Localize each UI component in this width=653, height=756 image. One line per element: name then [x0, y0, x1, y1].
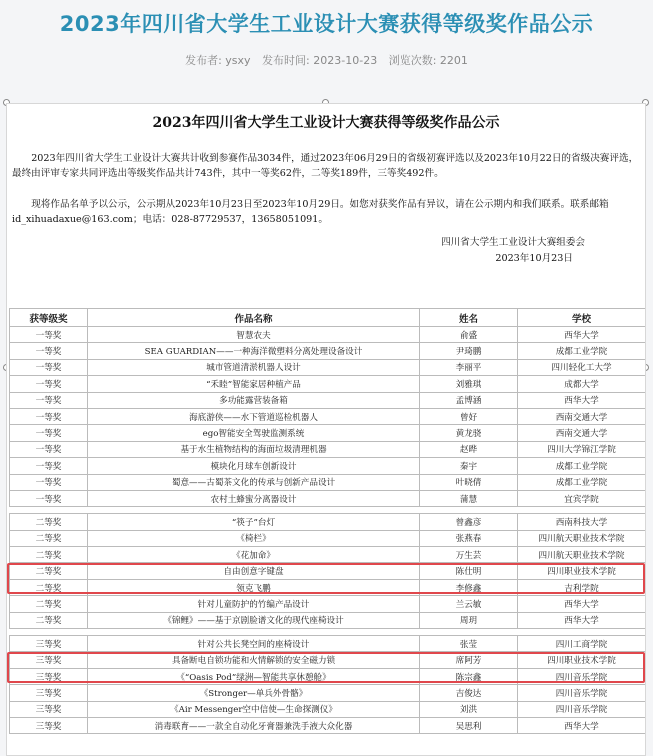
cell-school: 成都工业学院	[518, 458, 646, 474]
cell-work: 针对儿童防护的竹编产品设计	[88, 596, 420, 612]
cell-name: 孟博涵	[420, 392, 518, 408]
cell-work: 《“Oasis Pod”绿洲—智能共享休憩舱》	[88, 668, 420, 684]
group-gap	[10, 629, 646, 636]
cell-school: 四川音乐学院	[518, 668, 646, 684]
table-row	[10, 359, 646, 375]
table-row	[10, 668, 646, 684]
notice-paragraph: 现将作品名单予以公示，公示期从2023年10月23日至2023年10月29日。如您对获奖作品有异议，请在公示期内和我们联系。联系邮箱id_xihuadaxue@163.com；电话：028-87729537，13658051091。	[12, 199, 609, 225]
cell-work: 模块化月球车创新设计	[88, 458, 420, 474]
cell-level: 一等奖	[10, 441, 88, 457]
cell-work: “禾睦”智能家居种植产品	[88, 376, 420, 392]
cell-name: 兰云敏	[420, 596, 518, 612]
cell-level: 一等奖	[10, 408, 88, 424]
cell-work: “筷子”台灯	[88, 514, 420, 530]
col-header-level: 获等级奖	[10, 309, 88, 327]
cell-school: 成都工业学院	[518, 343, 646, 359]
cell-work: ego智能安全驾驶监测系统	[88, 425, 420, 441]
col-header-work: 作品名称	[88, 309, 420, 327]
cell-school: 西南科技大学	[518, 514, 646, 530]
cell-school: 西华大学	[518, 717, 646, 733]
award-table	[9, 308, 646, 734]
table-row	[10, 490, 646, 506]
cell-work: 《花加命》	[88, 547, 420, 563]
table-header-row	[10, 309, 646, 327]
cell-school: 西华大学	[518, 327, 646, 343]
page-title: 2023年四川省大学生工业设计大赛获得等级奖作品公示	[59, 12, 594, 36]
cell-name: 刘洪	[420, 701, 518, 717]
signature-date: 2023年10月23日	[495, 253, 573, 264]
table-row	[10, 547, 646, 563]
table-row	[10, 425, 646, 441]
cell-name: 吴思利	[420, 717, 518, 733]
col-header-school: 学校	[518, 309, 646, 327]
table-row	[10, 343, 646, 359]
cell-work: 《Air Messenger空中信使—生命探测仪》	[88, 701, 420, 717]
cell-work: 基于水生植物结构的海面垃圾清理机器	[88, 441, 420, 457]
cell-school: 西华大学	[518, 596, 646, 612]
publisher: 发布者: ysxy	[185, 54, 251, 67]
cell-name: 曾好	[420, 408, 518, 424]
cell-school: 宜宾学院	[518, 490, 646, 506]
cell-level: 三等奖	[10, 717, 88, 733]
cell-work: 《锦鲤》——基于京剧脸谱文化的现代座椅设计	[88, 612, 420, 628]
table-row	[10, 458, 646, 474]
cell-name: 陈宗鑫	[420, 668, 518, 684]
cell-level: 三等奖	[10, 668, 88, 684]
cell-school: 四川航天职业技术学院	[518, 547, 646, 563]
cell-school: 成都工业学院	[518, 474, 646, 490]
table-row	[10, 514, 646, 530]
cell-name: 俞盛	[420, 327, 518, 343]
table-row	[10, 392, 646, 408]
table-row	[10, 596, 646, 612]
signature-org: 四川省大学生工业设计大赛组委会	[441, 237, 585, 248]
third-prize-group	[10, 636, 646, 734]
cell-school: 成都大学	[518, 376, 646, 392]
col-header-name: 姓名	[420, 309, 518, 327]
cell-level: 一等奖	[10, 474, 88, 490]
cell-level: 三等奖	[10, 701, 88, 717]
doc-title: 2023年四川省大学生工业设计大赛获得等级奖作品公示	[152, 115, 500, 131]
cell-name: 秦宇	[420, 458, 518, 474]
table-row	[10, 530, 646, 546]
cell-work: SEA GUARDIAN——一种海洋微塑料分离处理设备设计	[88, 343, 420, 359]
cell-school: 四川职业技术学院	[518, 652, 646, 668]
cell-name: 李修鑫	[420, 579, 518, 595]
cell-work: 城市管道清淤机器人设计	[88, 359, 420, 375]
cell-level: 三等奖	[10, 636, 88, 652]
cell-level: 二等奖	[10, 596, 88, 612]
page-header	[0, 0, 653, 90]
cell-name: 周玥	[420, 612, 518, 628]
cell-level: 二等奖	[10, 547, 88, 563]
cell-name: 尹琦鹏	[420, 343, 518, 359]
cell-level: 一等奖	[10, 343, 88, 359]
cell-name: 刘雅琪	[420, 376, 518, 392]
publish-time: 发布时间: 2023-10-23	[262, 54, 378, 67]
table-row	[10, 612, 646, 628]
cell-level: 一等奖	[10, 490, 88, 506]
cell-school: 四川航天职业技术学院	[518, 530, 646, 546]
table-row	[10, 408, 646, 424]
cell-level: 二等奖	[10, 563, 88, 579]
cell-work: 具备断电自锁功能和火情解锁的安全磁力锁	[88, 652, 420, 668]
cell-work: 领克飞鹏	[88, 579, 420, 595]
cell-school: 四川音乐学院	[518, 701, 646, 717]
cell-level: 一等奖	[10, 359, 88, 375]
table-row	[10, 441, 646, 457]
article-meta	[0, 52, 653, 68]
cell-school: 四川工商学院	[518, 636, 646, 652]
cell-name: 赵晔	[420, 441, 518, 457]
cell-level: 一等奖	[10, 392, 88, 408]
view-count: 浏览次数: 2201	[388, 54, 468, 67]
cell-level: 三等奖	[10, 652, 88, 668]
group-gap	[10, 507, 646, 514]
table-row	[10, 579, 646, 595]
cell-level: 二等奖	[10, 514, 88, 530]
cell-school: 四川职业技术学院	[518, 563, 646, 579]
cell-work: 《Stronger—单兵外骨骼》	[88, 685, 420, 701]
cell-work: 蜀意——古蜀茶文化的传承与创新产品设计	[88, 474, 420, 490]
intro-paragraph: 2023年四川省大学生工业设计大赛共计收到参赛作品3034件，通过2023年06月29日的省级初赛评选以及2023年10月22日的省级决赛评选，最终由评审专家共同评选出等级奖作品共计743件，其中一等奖62件，二等奖189件，三等奖492件。	[12, 153, 639, 179]
cell-level: 一等奖	[10, 425, 88, 441]
cell-name: 吉俊达	[420, 685, 518, 701]
cell-school: 西华大学	[518, 612, 646, 628]
second-prize-group	[10, 514, 646, 629]
cell-name: 席阿芳	[420, 652, 518, 668]
cell-name: 李丽平	[420, 359, 518, 375]
cell-work: 海底游侠——水下管道巡检机器人	[88, 408, 420, 424]
cell-level: 一等奖	[10, 458, 88, 474]
cell-name: 张燕春	[420, 530, 518, 546]
cell-name: 黄龙骁	[420, 425, 518, 441]
cell-school: 西南交通大学	[518, 408, 646, 424]
table-row	[10, 652, 646, 668]
cell-work: 多功能露营装备箱	[88, 392, 420, 408]
table-row	[10, 376, 646, 392]
cell-work: 自由创意字键盘	[88, 563, 420, 579]
cell-work: 针对公共长凳空间的座椅设计	[88, 636, 420, 652]
cell-level: 一等奖	[10, 376, 88, 392]
cell-school: 吉利学院	[518, 579, 646, 595]
cell-school: 西南交通大学	[518, 425, 646, 441]
document-image	[6, 103, 646, 756]
table-row	[10, 636, 646, 652]
cell-school: 四川音乐学院	[518, 685, 646, 701]
cell-school: 西华大学	[518, 392, 646, 408]
cell-work: 消毒联育——一款全自动化牙膏器兼洗手液大众化器	[88, 717, 420, 733]
cell-name: 陈仕明	[420, 563, 518, 579]
cell-work: 《椅栏》	[88, 530, 420, 546]
table-row	[10, 563, 646, 579]
cell-level: 二等奖	[10, 579, 88, 595]
cell-name: 蒲慧	[420, 490, 518, 506]
table-row	[10, 474, 646, 490]
cell-name: 万生芸	[420, 547, 518, 563]
table-row	[10, 701, 646, 717]
table-row	[10, 327, 646, 343]
cell-school: 四川大学锦江学院	[518, 441, 646, 457]
cell-level: 三等奖	[10, 685, 88, 701]
cell-work: 智慧农夫	[88, 327, 420, 343]
table-row	[10, 717, 646, 733]
cell-school: 四川轻化工大学	[518, 359, 646, 375]
cell-level: 二等奖	[10, 530, 88, 546]
first-prize-group	[10, 327, 646, 507]
cell-level: 一等奖	[10, 327, 88, 343]
cell-level: 二等奖	[10, 612, 88, 628]
cell-name: 叶晓倩	[420, 474, 518, 490]
cell-name: 曾鑫彦	[420, 514, 518, 530]
cell-name: 张莹	[420, 636, 518, 652]
table-row	[10, 685, 646, 701]
cell-work: 农村土蜂蜜分离器设计	[88, 490, 420, 506]
